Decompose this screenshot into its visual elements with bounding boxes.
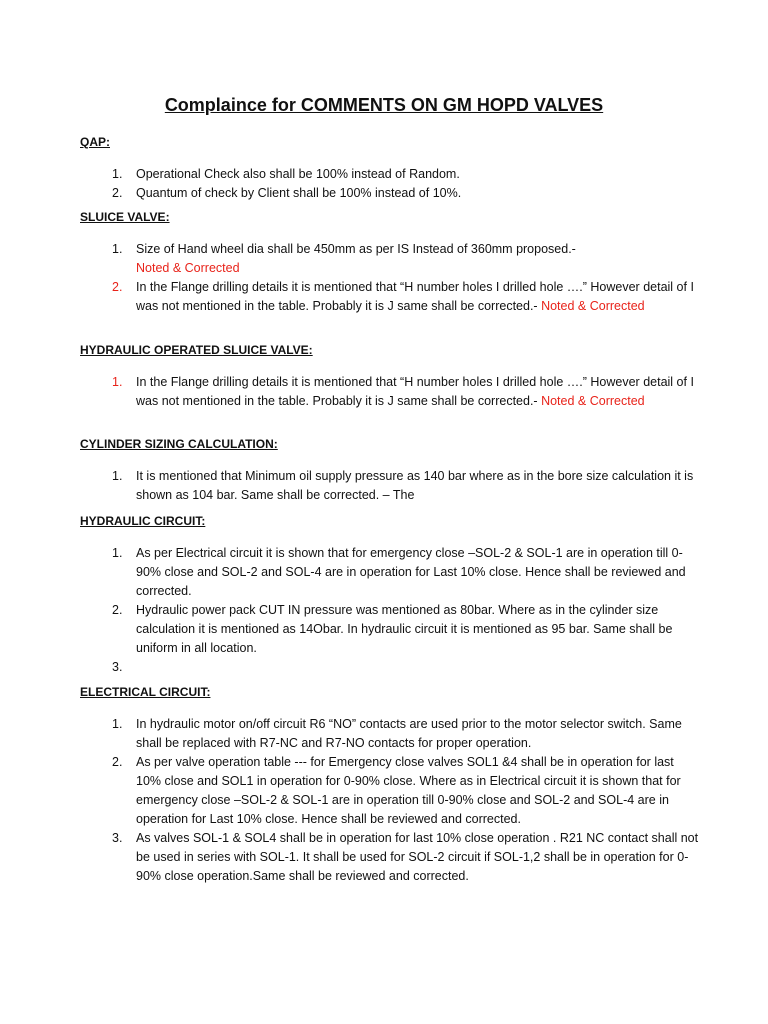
list-item — [80, 658, 700, 677]
section-hydraulic-operated-sluice-valve — [80, 343, 700, 411]
item-text: Operational Check also shall be 100% instead of Random. — [136, 167, 460, 181]
item-text — [136, 660, 139, 674]
item-number: 1. — [112, 375, 123, 389]
section-heading: ELECTRICAL CIRCUIT: — [80, 685, 211, 699]
item-number: 1. — [112, 167, 123, 181]
item-text: As per valve operation table --- for Emergency close valves SOL1 &4 shall be in operation for last 10% close and SOL1 in operation for 0-90% close. Where as in Electrical circuit it is shown that for emergency close –SOL-2 & SOL-1 are in operation till 0-90% close and SOL-2 and SOL-4 are in operation for Last 10% close. Hence shall be reviewed and corrected. — [136, 755, 681, 826]
item-list — [80, 467, 700, 505]
item-text: In the Flange drilling details it is mentioned that “H number holes I drilled hole ….” However detail of I was not mentioned in the table. Probably it is J same shall be corrected.- — [136, 280, 694, 313]
item-number: 1. — [112, 717, 123, 731]
list-item — [80, 829, 700, 886]
item-text: Hydraulic power pack CUT IN pressure was mentioned as 80bar. Where as in the cylinder size calculation it is mentioned as 14Obar. In hydraulic circuit it is mentioned as 95 bar. Same shall be uniform in all location. — [136, 603, 673, 655]
section-heading: HYDRAULIC CIRCUIT: — [80, 514, 206, 528]
noted-corrected-note: Noted & Corrected — [136, 261, 240, 275]
list-item — [80, 467, 700, 505]
section-cylinder-sizing-calculation — [80, 437, 700, 505]
item-text: In the Flange drilling details it is mentioned that “H number holes I drilled hole ….” However detail of I was not mentioned in the table. Probably it is J same shall be corrected.- — [136, 375, 694, 408]
section-electrical-circuit — [80, 685, 700, 886]
list-item — [80, 753, 700, 829]
item-text: In hydraulic motor on/off circuit R6 “NO” contacts are used prior to the motor selector switch. Same shall be replaced with R7-NC and R7-NO contacts for proper operation. — [136, 717, 682, 750]
item-list — [80, 165, 700, 203]
document-title: Complaince for COMMENTS ON GM HOPD VALVES — [164, 95, 604, 115]
section-hydraulic-circuit — [80, 514, 700, 677]
section-qap — [80, 135, 700, 203]
section-sluice-valve — [80, 210, 700, 316]
item-list — [80, 240, 700, 316]
section-heading: HYDRAULIC OPERATED SLUICE VALVE: — [80, 343, 313, 357]
item-number: 2. — [112, 603, 123, 617]
item-number: 1. — [112, 469, 123, 483]
section-heading: CYLINDER SIZING CALCULATION: — [80, 437, 278, 451]
item-number: 3. — [112, 660, 123, 674]
item-number: 3. — [112, 831, 123, 845]
noted-corrected-note: Noted & Corrected — [541, 299, 645, 313]
item-number: 2. — [112, 186, 123, 200]
item-list — [80, 544, 700, 677]
item-text: Quantum of check by Client shall be 100% instead of 10%. — [136, 186, 462, 200]
section-heading: SLUICE VALVE: — [80, 210, 170, 224]
list-item — [80, 544, 700, 601]
item-text: It is mentioned that Minimum oil supply pressure as 140 bar where as in the bore size calculation it is shown as 104 bar. Same shall be corrected. – The — [136, 469, 694, 502]
list-item — [80, 165, 700, 184]
noted-corrected-note: Noted & Corrected — [541, 394, 645, 408]
list-item — [80, 373, 700, 411]
item-number: 1. — [112, 242, 123, 256]
list-item — [80, 715, 700, 753]
item-text: Size of Hand wheel dia shall be 450mm as per IS Instead of 360mm proposed.- — [136, 242, 576, 256]
item-text: As per Electrical circuit it is shown that for emergency close –SOL-2 & SOL-1 are in operation till 0-90% close and SOL-2 and SOL-4 are in operation for Last 10% close. Hence shall be reviewed and corrected. — [136, 546, 686, 598]
list-item — [80, 184, 700, 203]
list-item — [80, 240, 700, 278]
list-item — [80, 278, 700, 316]
section-heading: QAP: — [80, 135, 110, 149]
item-number: 1. — [112, 546, 123, 560]
item-number: 2. — [112, 280, 123, 294]
list-item — [80, 601, 700, 658]
item-number: 2. — [112, 755, 123, 769]
item-list — [80, 715, 700, 886]
item-text: As valves SOL-1 & SOL4 shall be in operation for last 10% close operation . R21 NC contact shall not be used in series with SOL-1. It shall be used for SOL-2 circuit if SOL-1,2 shall be in operation for 0-90% close operation.Same shall be reviewed and corrected. — [136, 831, 699, 883]
item-list — [80, 373, 700, 411]
